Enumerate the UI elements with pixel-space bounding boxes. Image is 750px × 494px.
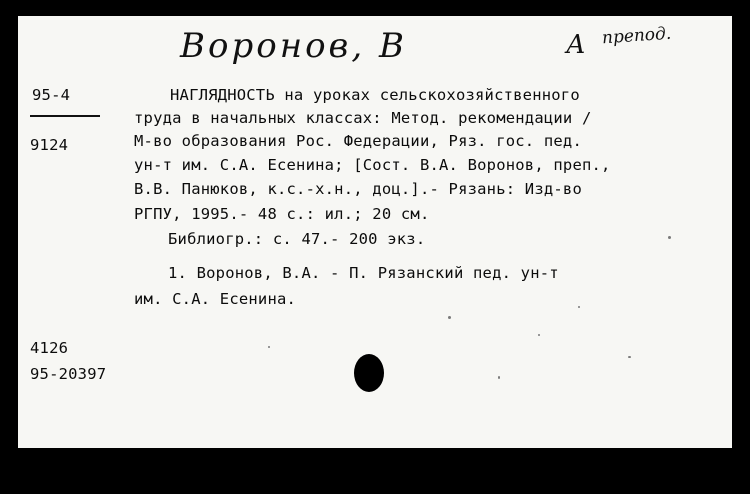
body-line: М-во образования Рос. Федерации, Ряз. гос. пед. <box>134 132 582 150</box>
classification-code: 95-4 <box>32 86 71 104</box>
body-line: РГПУ, 1995.- 48 с.: ил.; 20 см. <box>134 205 430 223</box>
body-line: НАГЛЯДНОСТЬ на уроках сельскохозяйственного <box>170 86 580 104</box>
card-punch-hole <box>354 354 384 392</box>
handwritten-author: Воронов, В <box>180 26 407 66</box>
catalog-card <box>18 16 732 448</box>
handwritten-mark: А <box>566 30 586 60</box>
body-line: 1. Воронов, В.А. - П. Рязанский пед. ун-т <box>168 264 559 282</box>
code-divider <box>30 115 100 117</box>
body-line: им. С.А. Есенина. <box>134 290 297 308</box>
inventory-number: 4126 <box>30 339 69 357</box>
handwritten-note: препод. <box>601 23 672 49</box>
body-line: ун-т им. С.А. Есенина; [Сост. В.А. Воронов, преп., <box>134 156 611 174</box>
body-line: труда в начальных классах: Метод. рекомендации / <box>134 109 592 127</box>
body-line: Библиогр.: с. 47.- 200 экз. <box>168 230 426 248</box>
author-sign-number: 9124 <box>30 136 69 154</box>
registration-number: 95-20397 <box>30 365 107 383</box>
body-line: В.В. Панюков, к.с.-х.н., доц.].- Рязань: Изд-во <box>134 180 582 198</box>
